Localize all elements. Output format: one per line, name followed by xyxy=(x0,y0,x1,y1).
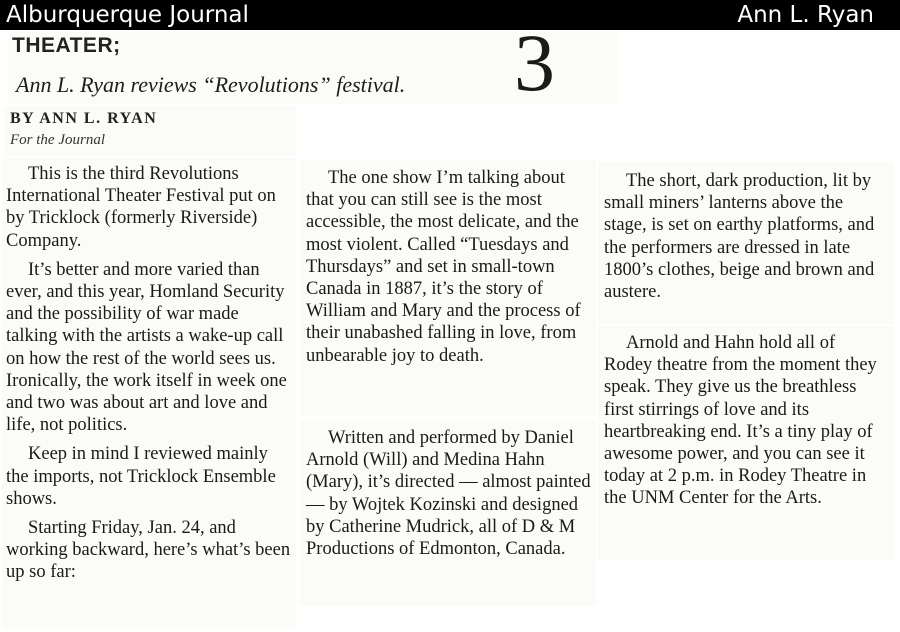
article-column-3-bottom xyxy=(604,332,888,517)
article-column-2-bottom xyxy=(306,427,594,567)
article-column-3-top xyxy=(604,170,888,310)
author-name: Ann L. Ryan xyxy=(737,2,874,28)
paragraph: Starting Friday, Jan. 24, and working backward, here’s what’s been up so far: xyxy=(6,518,291,583)
byline-affiliation: For the Journal xyxy=(10,132,105,148)
article-column-1 xyxy=(6,163,291,591)
byline: BY ANN L. RYAN xyxy=(10,110,158,127)
paragraph: This is the third Revolutions International Theater Festival put on by Tricklock (formerly Riverside) Company. xyxy=(6,164,276,251)
article-headline: Ann L. Ryan reviews “Revolutions” festival. xyxy=(16,72,406,97)
paragraph: Written and performed by Daniel Arnold (Will) and Medina Hahn (Mary), it’s directed — almost painted — by Wojtek Kozinski and designed by Catherine Mudrick, all of D & M Productions of Edmonton, Canada. xyxy=(306,428,591,560)
paragraph: The one show I’m talking about that you can still see is the most accessible, the most delicate, and the most violent. Called “Tuesdays and Thursdays” and set in small-town Canada in 1887, it’s the story of William and Mary and the process of their unabashed falling in love, from unbearable joy to death. xyxy=(306,168,581,366)
article-column-2-top xyxy=(306,167,594,374)
section-kicker: THEATER; xyxy=(12,34,121,57)
paragraph: It’s better and more varied than ever, and this year, Homland Security and the possibility of war made talking with the artists a wake-up call on how the rest of the world sees us. Ironically, the work itself in week one and two was about art and love and life, not politics. xyxy=(6,259,287,436)
publication-name: Alburquerque Journal xyxy=(6,2,249,28)
top-banner xyxy=(0,0,900,30)
paragraph: Arnold and Hahn hold all of Rodey theatre from the moment they speak. They give us the breathless first stirrings of love and its heartbreaking end. It’s a tiny play of awesome power, and you can see it today at 2 p.m. in Rodey Theatre in the UNM Center for the Arts. xyxy=(604,333,877,509)
part-number: 3 xyxy=(514,17,555,108)
paragraph: Keep in mind I reviewed mainly the imports, not Tricklock Ensemble shows. xyxy=(6,444,276,509)
paragraph: The short, dark production, lit by small miners’ lanterns above the stage, is set on earthy platforms, and the performers are dressed in late 1800’s clothes, beige and brown and austere. xyxy=(604,171,875,303)
